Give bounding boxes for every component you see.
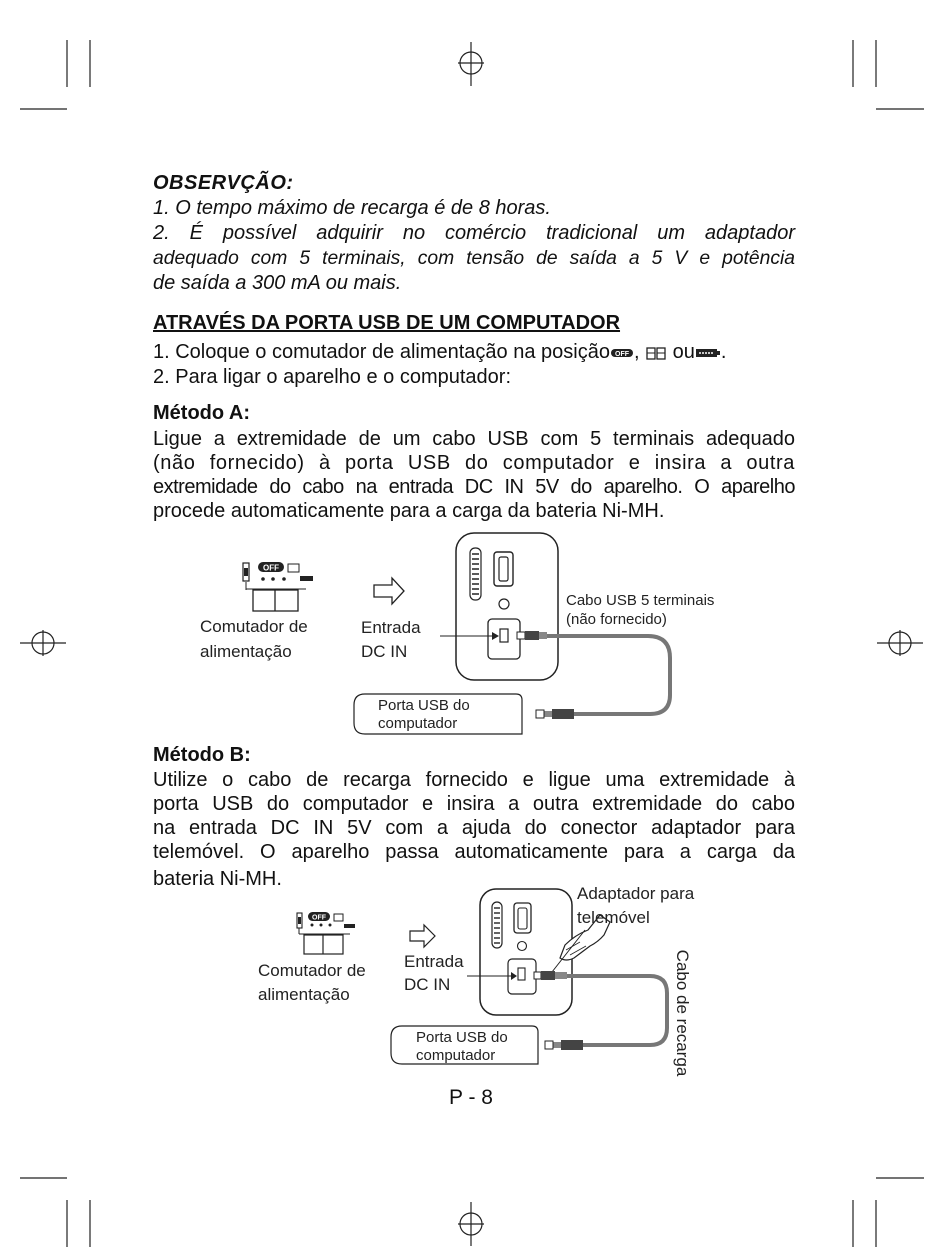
switch-off-label: OFF <box>263 563 279 573</box>
computer-port-label: Porta USB do <box>378 697 470 714</box>
step-1-end: . <box>720 341 727 363</box>
dc-in-label: Entrada <box>361 618 421 637</box>
device-illustration <box>480 889 572 1015</box>
method-b-line: na entrada DC IN 5V com a ajuda do conector adaptador para <box>153 817 795 839</box>
section-title: ATRAVÉS DA PORTA USB DE UM COMPUTADOR <box>153 312 621 334</box>
method-a-line: extremidade do cabo na entrada DC IN 5V do aparelho. O aparelho <box>153 476 795 498</box>
page-number: P - 8 <box>449 1086 493 1109</box>
adapter-label: telemóvel <box>577 908 650 927</box>
svg-text:OFF: OFF <box>614 350 629 358</box>
method-b-title: Método B: <box>153 744 251 766</box>
power-switch-icon <box>297 912 355 954</box>
method-a-title: Método A: <box>153 402 251 424</box>
step-2: 2. Para ligar o aparelho e o computador: <box>153 366 511 388</box>
method-b-line: porta USB do computador e insira a outra extremidade do cabo <box>153 793 795 815</box>
step-1-comma: , <box>633 341 640 363</box>
switch-off-label: OFF <box>312 914 326 922</box>
observation-line: 1. O tempo máximo de recarga é de 8 horas. <box>153 197 551 219</box>
dc-in-label: Entrada <box>404 952 464 971</box>
switch-label: alimentação <box>200 642 292 661</box>
method-a-line: procede automaticamente para a carga da bateria Ni-MH. <box>153 500 665 522</box>
switch-label: Comutador de <box>258 961 366 980</box>
computer-port-label: Porta USB do <box>416 1029 508 1046</box>
observation-title: OBSERVÇÃO: <box>153 172 294 194</box>
observation-line: adequado com 5 terminais, com tensão de saída a 5 V e potência <box>153 248 795 269</box>
method-b-line: Utilize o cabo de recarga fornecido e ligue uma extremidade à <box>153 769 795 791</box>
right-arrow-icon <box>410 925 435 947</box>
step-1-or: ou <box>672 341 695 363</box>
step-1-text: 1. Coloque o comutador de alimentação na posição <box>153 341 610 363</box>
method-a-line: (não fornecido) à porta USB do computador e insira a outra <box>153 452 795 474</box>
method-a-line: Ligue a extremidade de um cabo USB com 5 terminais adequado <box>153 428 795 450</box>
cable-label: Cabo USB 5 terminais <box>566 592 715 609</box>
switch-label: alimentação <box>258 985 350 1004</box>
dc-in-label: DC IN <box>361 642 408 661</box>
method-b-line: bateria Ni-MH. <box>153 868 282 890</box>
observation-line: de saída a 300 mA ou mais. <box>153 272 402 294</box>
observation-line: 2. É possível adquirir no comércio tradicional um adaptador <box>153 222 795 244</box>
computer-port-label: computador <box>416 1047 496 1064</box>
method-b-line: telemóvel. O aparelho passa automaticamente para a carga da <box>153 841 795 863</box>
cable-label: (não fornecido) <box>566 611 667 628</box>
dc-in-label: DC IN <box>404 975 451 994</box>
switch-label: Comutador de <box>200 617 308 636</box>
charging-cable-label: Cabo de recarga <box>673 949 692 1077</box>
computer-port-label: computador <box>378 715 458 732</box>
adapter-label: Adaptador para <box>577 884 695 903</box>
